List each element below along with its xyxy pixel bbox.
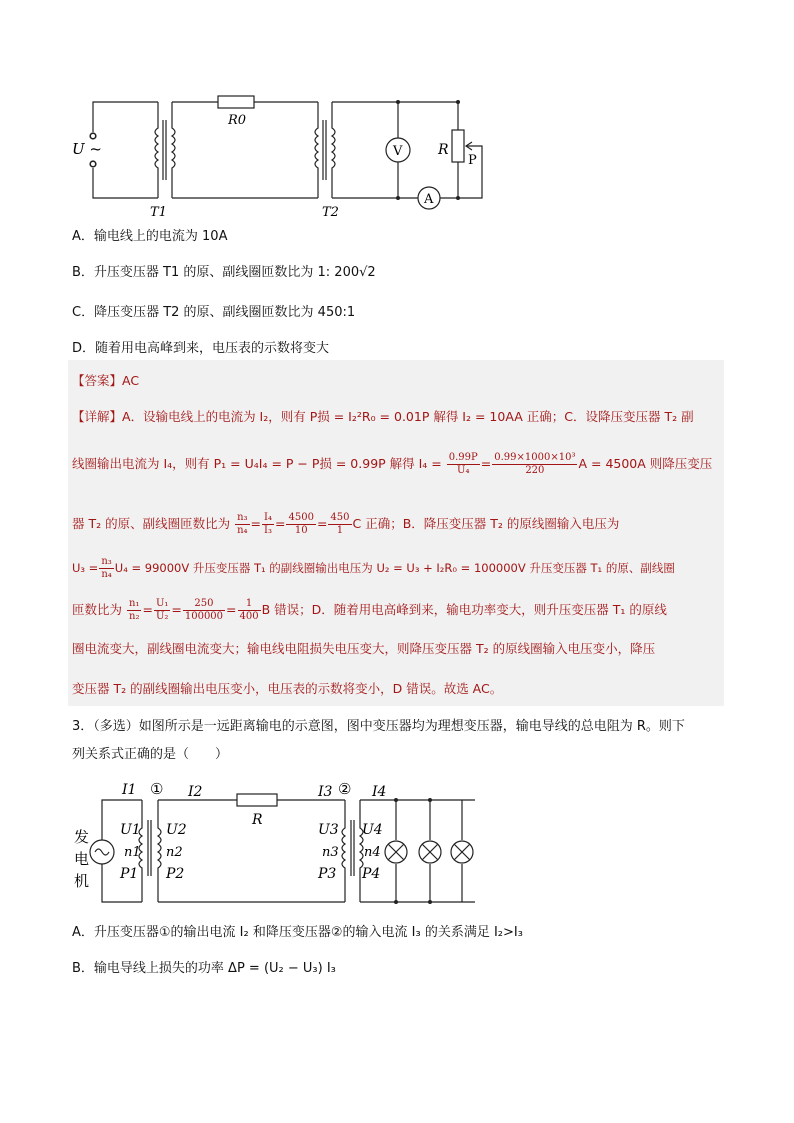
n1-label: n1 xyxy=(124,845,141,860)
source-label: U ~ xyxy=(72,140,102,158)
option-d: D．随着用电高峰到来，电压表的示数将变大 xyxy=(72,341,330,356)
explanation-text: 器 T₂ 的原、副线圈匝数比为 xyxy=(72,516,231,531)
current-i4-label: I4 xyxy=(372,784,387,800)
explanation-line-5: 匝数比为 $\frac{\text{n₁}}{\text{n₂}}$ = $\frac{\text{U₁}}{\text{U₂}}$ = $\frac{250}{100000}$ = $\frac{1}{400}$ B 错误；D．随着用电高峰到来，输电功率变大，则升压变压器 T₁ 的原线 xyxy=(72,598,667,622)
explanation-text: U₄ = 99000V 升压变压器 T₁ 的副线圈输出电压为 U₂ = U₃ + I₂R₀ = 100000V 升压变压器 T₁ 的原、副线圈 xyxy=(114,561,675,575)
explanation-line-1 xyxy=(72,408,694,426)
p1-label: P1 xyxy=(120,866,139,882)
explanation-line-7: 变压器 T₂ 的副线圈输出电压变小，电压表的示数将变小，D 错误。故选 AC。 xyxy=(72,681,503,696)
p2-label: P2 xyxy=(166,866,185,882)
q3-option-b: B．输电导线上损失的功率 ΔP = (U₂ − U₃) I₃ xyxy=(72,961,336,976)
explanation-text: A = 4500A 则降压变压 xyxy=(578,456,713,471)
current-i2-label: I2 xyxy=(188,784,203,800)
transformer-1-marker: ① xyxy=(150,780,164,798)
generator-label-1: 发 xyxy=(74,828,90,846)
fraction: $\frac{0.99P}{\text{U₄}}$ xyxy=(448,452,478,476)
slider-p-label: P xyxy=(468,153,477,168)
question-3-line-1: 3．（多选）如图所示是一远距离输电的示意图，图中变压器均为理想变压器，输电导线的总电阻为 R。则下 xyxy=(72,719,685,734)
u2-label: U2 xyxy=(166,822,187,838)
option-b: B．升压变压器 T1 的原、副线圈匝数比为 1: 200√2 xyxy=(72,265,376,280)
u3-label: U3 xyxy=(318,822,339,838)
fraction: $\frac{4500}{10}$ xyxy=(288,512,314,536)
t2-label: T2 xyxy=(322,205,339,220)
t1-label: T1 xyxy=(150,205,167,220)
p4-label: P4 xyxy=(362,866,381,882)
ammeter-label: A xyxy=(424,192,434,207)
fraction: $\frac{\text{n₃}}{\text{n₄}}$ xyxy=(237,512,248,536)
current-i1-label: I1 xyxy=(122,782,137,798)
question-3-line-2: 列关系式正确的是（ ） xyxy=(72,747,229,762)
generator-label-2: 电 xyxy=(74,850,90,868)
option-a: A．输电线上的电流为 10A xyxy=(72,229,228,244)
u1-label: U1 xyxy=(120,822,141,838)
fraction: $\frac{\text{I₄}}{\text{I₃}}$ xyxy=(264,512,272,536)
fraction: $\frac{\text{U₁}}{\text{U₂}}$ xyxy=(155,598,169,622)
p3-label: P3 xyxy=(318,866,337,882)
option-c: C．降压变压器 T2 的原、副线圈匝数比为 450:1 xyxy=(72,305,356,320)
resistor-r-label: R xyxy=(252,812,263,828)
explanation-line-2: 线圈输出电流为 I₄，则有 P₁ = U₄I₄ = P − P损 = 0.99P 解得 I₄ = $\frac{0.99P}{\text{U₄}}$ = $\frac{\text{0.99×1000×10³}}{220}$ A = 4500A 则降压变压 xyxy=(72,452,713,476)
explanation-text: U₃ = xyxy=(72,561,99,575)
generator-label-3: 机 xyxy=(74,872,90,890)
transformer-2-marker: ② xyxy=(338,780,352,798)
fraction: $\frac{450}{1}$ xyxy=(330,512,350,536)
fraction: $\frac{1}{400}$ xyxy=(239,598,259,622)
r0-label: R0 xyxy=(228,113,247,128)
explanation-text: C 正确；B．降压变压器 T₂ 的原线圈输入电压为 xyxy=(352,516,620,531)
explanation-text: 匝数比为 xyxy=(72,602,123,617)
circuit-figure-2 xyxy=(70,776,490,911)
n2-label: n2 xyxy=(166,845,183,860)
explanation-text: B 错误；D．随着用电高峰到来，输电功率变大，则升压变压器 T₁ 的原线 xyxy=(261,602,667,617)
explanation-text: A．设输电线上的电流为 I₂，则有 P损 = I₂²R₀ = 0.01P 解得 I₂ = 10A xyxy=(122,409,515,424)
explanation-text: A 正确；C．设降压变压器 T₂ 副 xyxy=(514,409,694,424)
resistor-r-label: R xyxy=(438,142,449,158)
explanation-line-6: 圈电流变大，副线圈电流变大；输电线电阻损失电压变大，则降压变压器 T₂ 的原线圈输入电压变小，降压 xyxy=(72,641,656,656)
q3-option-a: A．升压变压器①的输出电流 I₂ 和降压变压器②的输入电流 I₃ 的关系满足 I₂>I₃ xyxy=(72,925,523,940)
explanation-line-3: 器 T₂ 的原、副线圈匝数比为 $\frac{\text{n₃}}{\text{n₄}}$ = $\frac{\text{I₄}}{\text{I₃}}$ = $\frac{4500}{10}$ = $\frac{450}{1}$ C 正确；B．降压变压器 T₂ 的原线圈输入电压为 xyxy=(72,512,620,536)
circuit-figure-1 xyxy=(68,90,498,220)
fraction: $\frac{\text{n₁}}{\text{n₂}}$ xyxy=(129,598,140,622)
explanation-line-4 xyxy=(72,556,675,581)
voltmeter-label: V xyxy=(393,144,403,159)
explanation-text: 线圈输出电流为 I₄，则有 P₁ = U₄I₄ = P − P损 = 0.99P 解得 I₄ = xyxy=(72,456,442,471)
fraction: $\frac{250}{100000}$ xyxy=(184,598,224,622)
u4-label: U4 xyxy=(362,822,383,838)
answer-label: 【答案】AC xyxy=(72,373,140,388)
fraction: $\frac{\text{0.99×1000×10³}}{220}$ xyxy=(494,452,576,476)
n3-label: n3 xyxy=(322,845,339,860)
fraction: $\frac{\text{n₃}}{\text{n₄}}$ xyxy=(101,556,112,580)
n4-label: n4 xyxy=(364,845,381,860)
detail-label: 【详解】 xyxy=(72,409,123,424)
current-i3-label: I3 xyxy=(318,784,333,800)
